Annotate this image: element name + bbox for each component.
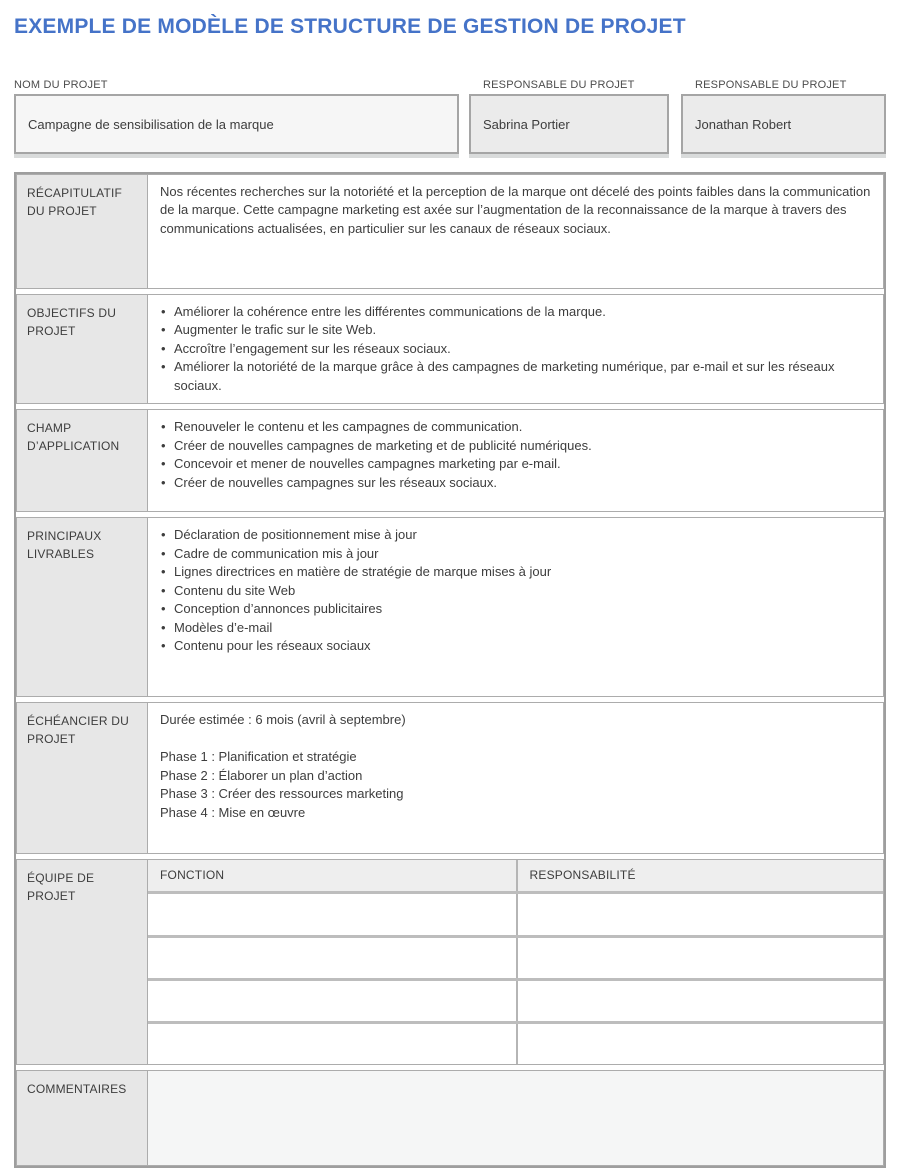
- livrables-list: [160, 526, 871, 655]
- livrables-item: • Lignes directrices en matière de stratégie de marque mises à jour: [160, 563, 871, 581]
- section-row-equipe: [16, 859, 884, 1065]
- echeancier-line: Phase 2 : Élaborer un plan d’action: [160, 767, 363, 783]
- team-responsabilite-cell[interactable]: [516, 981, 884, 1021]
- section-row-commentaires: [16, 1070, 884, 1166]
- team-responsabilite-cell[interactable]: [516, 894, 884, 934]
- team-row: [148, 1024, 883, 1064]
- recapitulatif-content[interactable]: [148, 175, 883, 288]
- champ-application-list: [160, 418, 871, 492]
- team-responsabilite-cell[interactable]: [516, 938, 884, 978]
- echeancier-line: Phase 4 : Mise en œuvre: [160, 804, 306, 820]
- project-manager-label-2: RESPONSABLE DU PROJET: [695, 79, 847, 91]
- project-manager-value-2: Jonathan Robert: [695, 116, 792, 132]
- objectifs-content[interactable]: [148, 295, 883, 403]
- livrables-item: • Conception d’annonces publicitaires: [160, 600, 871, 618]
- objectifs-item: • Augmenter le trafic sur le site Web.: [160, 321, 871, 339]
- champ-item: • Renouveler le contenu et les campagnes de communication.: [160, 418, 871, 436]
- objectifs-item: • Améliorer la cohérence entre les différentes communications de la marque.: [160, 303, 871, 321]
- project-manager-field-2[interactable]: [681, 94, 886, 154]
- project-manager-value-1: Sabrina Portier: [483, 116, 570, 132]
- echeancier-line: [160, 730, 871, 749]
- objectifs-label: OBJECTIFS DU PROJET: [17, 295, 148, 403]
- echeancier-content[interactable]: [148, 703, 883, 853]
- livrables-item: • Contenu du site Web: [160, 582, 871, 600]
- objectifs-item: • Accroître l’engagement sur les réseaux sociaux.: [160, 340, 871, 358]
- team-fonction-cell[interactable]: [148, 981, 516, 1021]
- team-row: [148, 938, 883, 981]
- equipe-content: [148, 860, 883, 1064]
- section-row-echeancier: [16, 702, 884, 854]
- livrables-content[interactable]: [148, 518, 883, 696]
- project-manager-field-1[interactable]: [469, 94, 669, 154]
- header-fields: [14, 94, 886, 154]
- recapitulatif-text: Nos récentes recherches sur la notoriété et la perception de la marque ont décelé des points faibles dans la communication de la marque. Cette campagne marketing est axée sur l’augmentation de la reconnaissance de la marque à travers des communications actualisées, en particulier sur les canaux de réseaux sociaux.: [160, 184, 871, 236]
- page-title: EXEMPLE DE MODÈLE DE STRUCTURE DE GESTION DE PROJET: [14, 15, 686, 38]
- objectifs-item: • Améliorer la notoriété de la marque grâce à des campagnes de marketing numérique, par e-mail et sur les réseaux sociaux.: [160, 358, 871, 395]
- team-responsabilite-cell[interactable]: [516, 1024, 884, 1064]
- team-row: [148, 981, 883, 1024]
- project-name-field[interactable]: [14, 94, 459, 154]
- team-table-header: [148, 860, 883, 894]
- team-fonction-cell[interactable]: [148, 938, 516, 978]
- echeancier-label: ÉCHÉANCIER DU PROJET: [17, 703, 148, 853]
- commentaires-content[interactable]: [148, 1071, 883, 1165]
- team-fonction-cell[interactable]: [148, 894, 516, 934]
- team-row: [148, 894, 883, 937]
- recapitulatif-label: RÉCAPITULATIF DU PROJET: [17, 175, 148, 288]
- section-row-champ-application: [16, 409, 884, 512]
- livrables-label: PRINCIPAUX LIVRABLES: [17, 518, 148, 696]
- champ-item: • Créer de nouvelles campagnes de marketing et de publicité numériques.: [160, 437, 871, 455]
- champ-application-content[interactable]: [148, 410, 883, 511]
- champ-item: • Créer de nouvelles campagnes sur les réseaux sociaux.: [160, 474, 871, 492]
- livrables-item: • Déclaration de positionnement mise à jour: [160, 526, 871, 544]
- project-structure-table: [14, 172, 886, 1168]
- commentaires-label: COMMENTAIRES: [17, 1071, 148, 1165]
- livrables-item: • Cadre de communication mis à jour: [160, 545, 871, 563]
- echeancier-line: Phase 3 : Créer des ressources marketing: [160, 786, 404, 802]
- objectifs-list: [160, 303, 871, 395]
- team-column-fonction: FONCTION: [160, 868, 225, 883]
- project-name-label: NOM DU PROJET: [14, 79, 108, 91]
- team-fonction-cell[interactable]: [148, 1024, 516, 1064]
- champ-application-label: CHAMP D’APPLICATION: [17, 410, 148, 511]
- echeancier-line: Durée estimée : 6 mois (avril à septembre): [160, 712, 406, 728]
- livrables-item: • Contenu pour les réseaux sociaux: [160, 637, 871, 655]
- header-labels: [14, 79, 886, 91]
- champ-item: • Concevoir et mener de nouvelles campagnes marketing par e-mail.: [160, 455, 871, 473]
- section-row-livrables: [16, 517, 884, 697]
- section-row-objectifs: [16, 294, 884, 404]
- livrables-item: • Modèles d’e-mail: [160, 619, 871, 637]
- echeancier-line: Phase 1 : Planification et stratégie: [160, 749, 357, 765]
- equipe-label: ÉQUIPE DE PROJET: [17, 860, 148, 1064]
- project-manager-label-1: RESPONSABLE DU PROJET: [483, 79, 635, 91]
- team-column-responsabilite: RESPONSABILITÉ: [516, 860, 884, 891]
- section-row-recapitulatif: [16, 174, 884, 289]
- project-name-value: Campagne de sensibilisation de la marque: [28, 116, 274, 132]
